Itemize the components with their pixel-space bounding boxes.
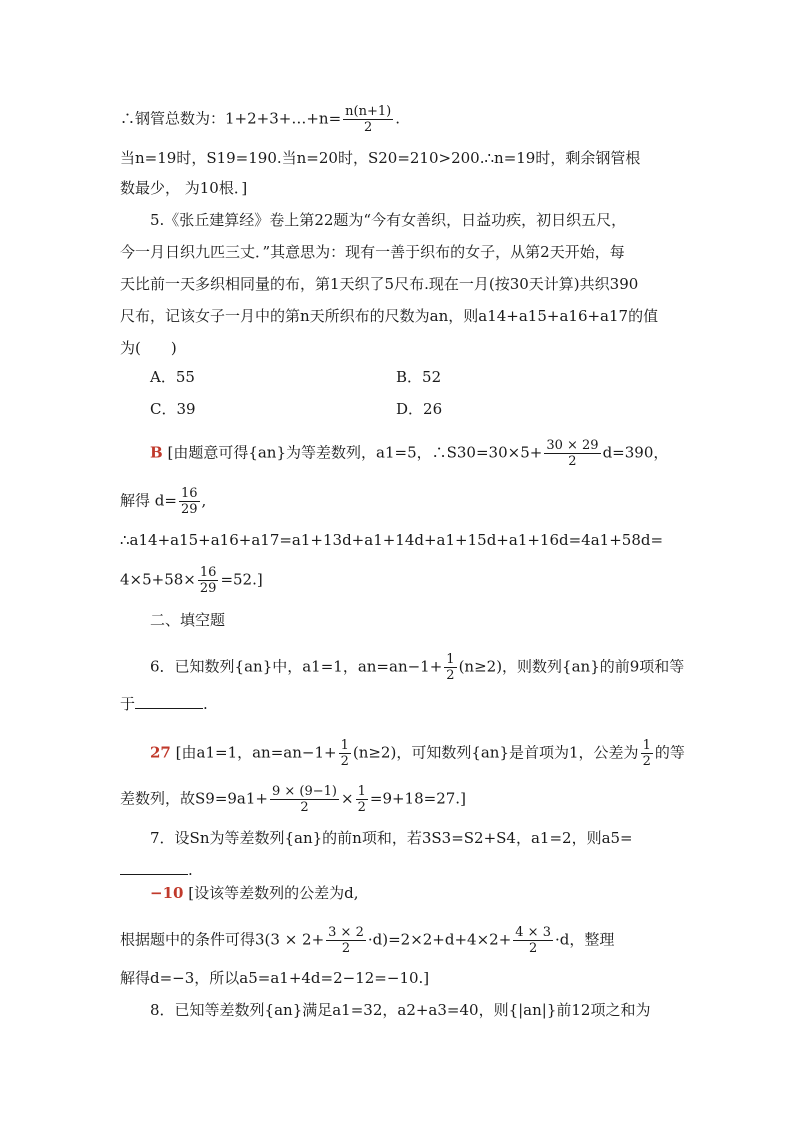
option-b: B．52 [396, 368, 442, 386]
question-7-line: . [120, 860, 193, 880]
answer-5-line: 4×5+58× $\frac{16}{29}$ =52.] [120, 565, 263, 596]
fraction: $\frac{1}{2}$ [340, 738, 349, 769]
text-line: 当n=19时，S19=190.当n=20时，S20=210>200.∴n=19时，剩余钢管根 [120, 149, 641, 167]
answer-6-line: 27 [由a1=1，an=an−1+ $\frac{1}{2}$ (n≥2)，可知数列{an}是首项为1，公差为 $\frac{1}{2}$ 的等 [150, 738, 685, 769]
answer-mark: −10 [150, 884, 184, 902]
question-5-line: 为( ) [120, 339, 177, 357]
answer-5-line: B [由题意可得{an}为等差数列，a1=5，∴S30=30×5+ $\frac{30 \times 29}{2}$ d=390， [150, 438, 669, 469]
answer-mark: B [150, 443, 163, 462]
fraction: $\frac{1}{2}$ [446, 652, 455, 683]
answer-blank [135, 694, 203, 709]
question-8-line: 8．已知等差数列{an}满足a1=32，a2+a3=40，则{|an|}前12项之和为 [150, 1001, 651, 1019]
fraction: $\frac{30 \times 29}{2}$ [546, 438, 599, 469]
fraction: $\frac{3 \times 2}{2}$ [328, 925, 364, 956]
question-5-line: 5.《张丘建算经》卷上第22题为“今有女善织，日益功疾，初日织五尺， [150, 211, 627, 229]
fraction: $\frac{4 \times 3}{2}$ [515, 925, 551, 956]
option-d: D．26 [396, 400, 443, 418]
answer-6-line: 差数列，故S9=9a1+ $\frac{9 \times (9-1)}{2}$ × $\frac{1}{2}$ =9+18=27.] [120, 784, 466, 815]
question-5-line: 尺布，记该女子一月中的第n天所织布的尺数为an，则a14+a15+a16+a17的值 [120, 307, 659, 325]
question-6-line: 于 . [120, 695, 208, 713]
fraction: $\frac{9 \times (9-1)}{2}$ [272, 784, 338, 815]
fraction: $\frac{1}{2}$ [642, 738, 651, 769]
answer-5-line: ∴a14+a15+a16+a17=a1+13d+a1+14d+a1+15d+a1+16d=4a1+58d= [120, 531, 664, 549]
answer-7-line: −10 [设该等差数列的公差为d, [150, 884, 359, 902]
fraction: $\frac{16}{29}$ [180, 486, 198, 517]
question-5-line: 今一月日织九匹三丈．”其意思为：现有一善于织布的女子，从第2天开始，每 [120, 243, 625, 261]
fraction: $\frac{16}{29}$ [199, 565, 217, 596]
question-7-line: 7．设Sn为等差数列{an}的前n项和，若3S3=S2+S4，a1=2，则a5= [150, 829, 633, 847]
option-a: A．55 [150, 368, 195, 386]
fraction: $\frac{1}{2}$ [357, 784, 366, 815]
question-6-line: 6．已知数列{an}中，a1=1，an=an−1+ $\frac{1}{2}$ (n≥2)，则数列{an}的前9项和等 [150, 652, 685, 683]
answer-7-line: 解得d=−3，所以a5=a1+4d=2−12=−10.] [120, 969, 430, 987]
text-line: 数最少， 为10根．] [120, 179, 248, 197]
answer-mark: 27 [150, 743, 171, 762]
fraction: $\frac{n(n+1)}{2}$ [345, 104, 392, 135]
answer-blank [120, 860, 188, 875]
answer-5-line: 解得 d= $\frac{16}{29}$ , [120, 486, 207, 517]
option-c: C．39 [150, 400, 196, 418]
text-line: ∴钢管总数为：1+2+3+…+n= $\frac{n(n+1)}{2}$ . [120, 104, 400, 135]
answer-7-line: 根据题中的条件可得3(3 × 2+ $\frac{3 \times 2}{2}$ ·d)=2×2+d+4×2+ $\frac{4 \times 3}{2}$ ·d，整理 [120, 925, 615, 956]
section-heading: 二、填空题 [150, 611, 226, 629]
question-5-line: 天比前一天多织相同量的布，第1天织了5尺布.现在一月(按30天计算)共织390 [120, 275, 639, 293]
